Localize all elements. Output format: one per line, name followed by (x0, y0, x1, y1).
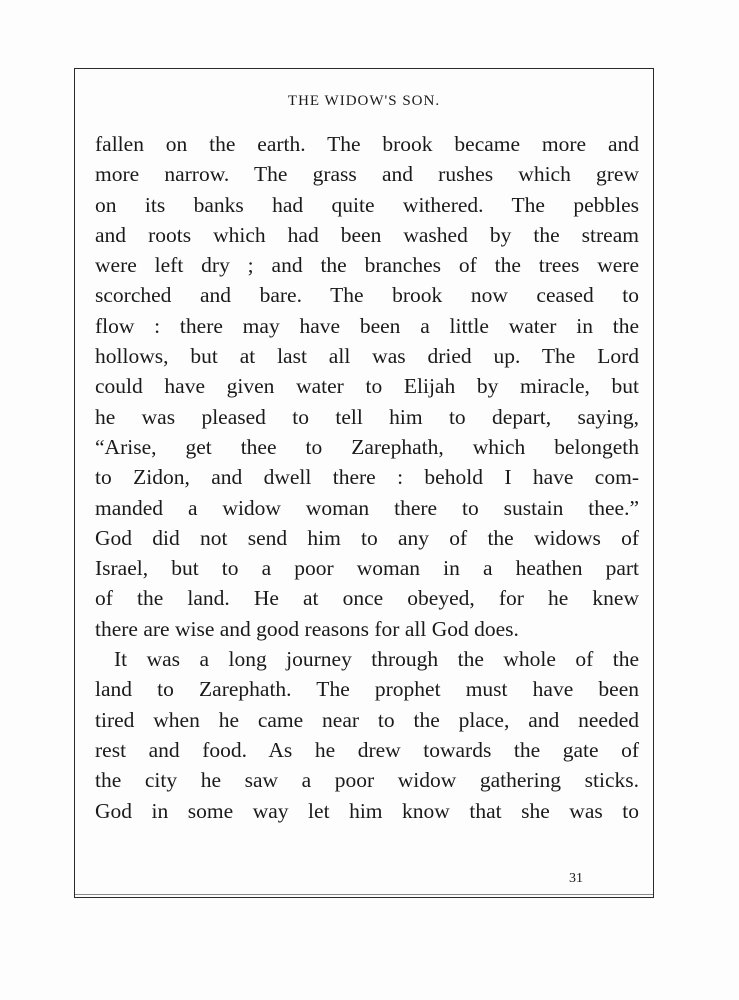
text-line: he was pleased to tell him to depart, saying, (95, 404, 639, 429)
body-text (95, 129, 639, 826)
text-line: Israel, but to a poor woman in a heathen part (95, 556, 639, 581)
text-line: more narrow. The grass and rushes which grew (95, 162, 639, 187)
text-line: tired when he came near to the place, and needed (95, 707, 639, 732)
page-frame (74, 68, 654, 898)
text-line: “Arise, get thee to Zarephath, which belongeth (95, 434, 639, 459)
text-line: fallen on the earth. The brook became more and (95, 132, 639, 156)
text-line: on its banks had quite withered. The pebbles (95, 192, 639, 217)
text-line: flow : there may have been a little water in the (95, 313, 639, 338)
text-line: the city he saw a poor widow gathering sticks. (95, 768, 639, 793)
text-line: of the land. He at once obeyed, for he knew (95, 586, 639, 611)
text-line: rest and food. As he drew towards the gate of (95, 737, 639, 762)
running-title: THE WIDOW'S SON. (287, 93, 441, 109)
bottom-rule (75, 894, 653, 895)
page-number: 31 (569, 871, 583, 886)
text-line: were left dry ; and the branches of the trees were (95, 253, 639, 278)
text-line: land to Zarephath. The prophet must have been (95, 677, 639, 702)
text-line: God in some way let him know that she was to (95, 798, 639, 823)
text-line: could have given water to Elijah by miracle, but (95, 374, 639, 399)
text-line: It was a long journey through the whole of the (114, 647, 639, 672)
text-line: and roots which had been washed by the stream (95, 222, 639, 247)
text-line: there are wise and good reasons for all God does. (95, 616, 519, 641)
text-line: hollows, but at last all was dried up. The Lord (95, 344, 639, 369)
text-line: God did not send him to any of the widows of (95, 525, 639, 550)
text-line: scorched and bare. The brook now ceased to (95, 283, 639, 308)
text-line: to Zidon, and dwell there : behold I have com- (95, 465, 639, 490)
text-line: manded a widow woman there to sustain thee.” (95, 495, 639, 520)
